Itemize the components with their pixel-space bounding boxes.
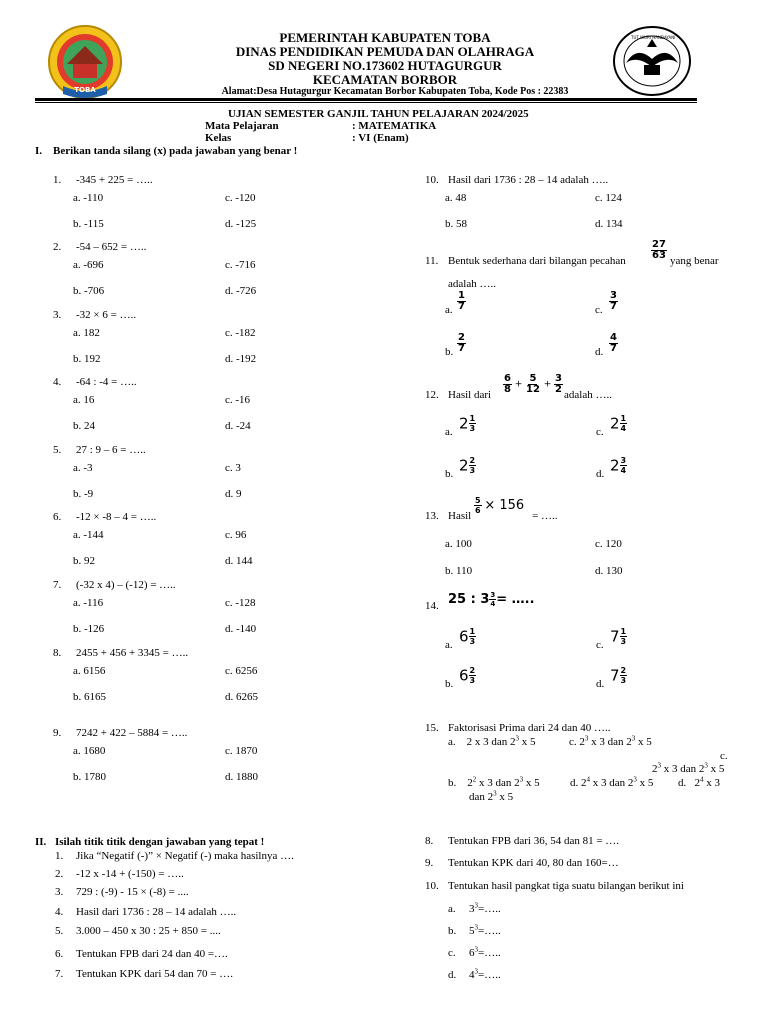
q8-text: 2455 + 456 + 3345 = …..	[76, 647, 189, 659]
q11-option-c-frac	[609, 291, 618, 312]
s2-q5-text: 3.000 – 450 x 30 : 25 + 850 = ....	[76, 925, 221, 937]
logo-toba-text: TOBA	[74, 86, 96, 94]
s2-q6-number: 6.	[55, 948, 64, 960]
q15-b-mid: x 3 dan 2	[479, 777, 520, 789]
q15-tail-exp: 3	[493, 789, 497, 798]
section1-title: Berikan tanda silang (x) pada jawaban yang benar !	[53, 145, 298, 157]
q15-d2-text: 2	[694, 777, 700, 789]
q14-frac-den: 4	[490, 600, 496, 608]
q1-option-b[interactable]: b. -115	[73, 218, 104, 230]
s2-q7-text: Tentukan KPK dari 54 dan 70 = ….	[76, 968, 233, 980]
class-label: Kelas	[205, 132, 232, 144]
s2-q10-sub-3-base: 4	[469, 969, 475, 981]
s2-q6-text: Tentukan FPB dari 24 dan 40 =….	[76, 948, 228, 960]
q14-number: 14.	[425, 600, 439, 612]
q9-number: 9.	[53, 727, 62, 739]
q15-c-text: c. 2	[569, 736, 585, 748]
q15-b-text: 2	[467, 777, 473, 789]
q13-option-c[interactable]: c. 120	[595, 538, 622, 550]
q4-option-c[interactable]: c. -16	[225, 394, 251, 406]
q14-option-d-value	[610, 666, 627, 685]
q15-a-exp: 3	[515, 734, 520, 743]
q12-b-frac	[469, 456, 477, 475]
s2-q10-sub-1-exp: 3	[474, 923, 478, 932]
q15-c2-exp2: 3	[704, 761, 708, 770]
exam-title: UJIAN SEMESTER GANJIL TAHUN PELAJARAN 2024/2025	[228, 108, 529, 120]
q4-number: 4.	[53, 376, 62, 388]
q10-number: 10.	[425, 174, 439, 186]
q12-number: 12.	[425, 389, 439, 401]
q13-option-b[interactable]: b. 110	[445, 565, 473, 577]
q12-expression	[503, 374, 563, 395]
s2-q10-sub-1-label: b.	[448, 925, 457, 937]
s2-q5-number: 5.	[55, 925, 64, 937]
header-rule-thin	[35, 102, 697, 103]
q11-fraction	[651, 240, 667, 261]
q15-a-label: a.	[448, 736, 456, 748]
q14-d-whole: 7	[610, 666, 620, 685]
q14-a-den: 3	[469, 637, 476, 646]
q14-c-frac	[620, 627, 628, 646]
q7-option-d[interactable]: d. -140	[225, 623, 257, 635]
q14-a-num: 1	[469, 627, 476, 636]
q15-option-d-dup	[678, 777, 720, 789]
q14-a-whole: 6	[459, 627, 469, 646]
q13-expression	[474, 496, 524, 515]
s2-q10-sub-2-exp: 3	[474, 945, 478, 954]
q14-d-den: 3	[620, 676, 627, 685]
q12-d-frac	[620, 456, 628, 475]
q12-a-den: 3	[469, 424, 476, 433]
q1-number: 1.	[53, 174, 62, 186]
section2-title: Isilah titik titik dengan jawaban yang tepat !	[55, 836, 265, 848]
s2-q8-number: 8.	[425, 835, 434, 847]
q15-d-text: d. 2	[570, 777, 587, 789]
q14-c-whole: 7	[610, 627, 620, 646]
q5-option-c[interactable]: c. 3	[225, 462, 241, 474]
s2-q3-number: 3.	[55, 886, 64, 898]
logo-tut-wuri-text: TUT WURI HANDAYANI	[631, 35, 676, 40]
q15-option-c[interactable]	[569, 736, 652, 748]
s2-q10-sub-3-label: d.	[448, 969, 457, 981]
s2-q3-text: 729 : (-9) - 15 × (-8) = ....	[76, 886, 189, 898]
q13-text: Hasil	[448, 510, 472, 522]
q15-number: 15.	[425, 722, 439, 734]
q12-text: Hasil dari	[448, 389, 492, 401]
header-line4: KECAMATAN BORBOR	[312, 72, 458, 87]
q12-option-b-value	[459, 456, 476, 475]
s2-q2-text: -12 x -14 + (-150) = …..	[76, 868, 184, 880]
s2-q10-sub-0-exp: 3	[474, 901, 478, 910]
q12-option-c[interactable]: c.	[596, 426, 604, 438]
header-line2: DINAS PENDIDIKAN PEMUDA DAN OLAHRAGA	[235, 44, 535, 59]
q15-b-exp2: 3	[519, 775, 524, 784]
q10-option-c[interactable]: c. 124	[595, 192, 622, 204]
q15-option-c-dup-label: c.	[720, 750, 728, 762]
header-line1: PEMERINTAH KABUPATEN TOBA	[279, 30, 491, 45]
s2-q10-number: 10.	[425, 880, 439, 892]
q12-f3-num: 3	[554, 373, 562, 384]
q11-d-den: 7	[610, 343, 617, 354]
q4-option-d[interactable]: d. -24	[225, 420, 251, 432]
q14-b-frac	[469, 666, 477, 685]
q1-text: -345 + 225 = …..	[76, 174, 153, 186]
q14-b-den: 3	[469, 676, 476, 685]
q4-option-b[interactable]: b. 24	[73, 420, 95, 432]
q14-b-num: 2	[469, 666, 476, 675]
q12-a-whole: 2	[459, 414, 469, 433]
q15-c-mid: x 3 dan 2	[591, 736, 632, 748]
q11-c-den: 7	[610, 301, 617, 312]
q14-option-d[interactable]: d.	[596, 678, 605, 690]
q6-number: 6.	[53, 511, 62, 523]
q1-option-c[interactable]: c. -120	[225, 192, 256, 204]
q3-option-d[interactable]: d. -192	[225, 353, 257, 365]
q15-tail-text: dan 2	[469, 791, 494, 803]
s2-q10-sub-0-label: a.	[448, 903, 456, 915]
q14-expr-end: = …..	[496, 592, 535, 607]
header-address: Alamat:Desa Hutagurgur Kecamatan Borbor Kabupaten Toba, Kode Pos : 22383	[221, 86, 569, 97]
q15-d2-label: d.	[678, 777, 687, 789]
q13-option-d[interactable]: d. 130	[595, 565, 623, 577]
s2-q7-number: 7.	[55, 968, 64, 980]
q10-option-a[interactable]: a. 48	[445, 192, 467, 204]
q12-b-den: 3	[469, 466, 476, 475]
q1-option-d[interactable]: d. -125	[225, 218, 257, 230]
q8-option-c[interactable]: c. 6256	[225, 665, 258, 677]
q9-option-a[interactable]: a. 1680	[73, 745, 106, 757]
q7-number: 7.	[53, 579, 62, 591]
q11-text: Bentuk sederhana dari bilangan pecahan	[448, 255, 626, 267]
s2-q10-sub-1-base: 5	[469, 925, 475, 937]
q13-text-end: = …..	[532, 510, 558, 522]
s2-q10-sub-2-expr	[469, 947, 501, 959]
q7-text: (-32 x 4) – (-12) = …..	[76, 579, 176, 591]
q15-c2-exp1: 3	[657, 761, 661, 770]
q12-option-d[interactable]: d.	[596, 468, 605, 480]
q15-c-end: x 5	[638, 736, 652, 748]
q15-d-exp2: 3	[633, 775, 637, 784]
q12-b-num: 2	[469, 456, 476, 465]
s2-q2-number: 2.	[55, 868, 64, 880]
q14-d-frac	[620, 666, 628, 685]
q10-text: Hasil dari 1736 : 28 – 14 adalah …..	[448, 174, 609, 186]
q12-option-c-value	[610, 414, 627, 433]
q12-b-whole: 2	[459, 456, 469, 475]
q6-option-b[interactable]: b. 92	[73, 555, 95, 567]
q15-d2-end: x 3	[706, 777, 720, 789]
q5-option-b[interactable]: b. -9	[73, 488, 94, 500]
q12-option-b[interactable]: b.	[445, 468, 454, 480]
q11-a-num: 1	[458, 290, 465, 301]
q12-c-whole: 2	[610, 414, 620, 433]
s2-q10-sub-3-exp: 3	[474, 967, 478, 976]
q12-f1-den: 8	[504, 384, 511, 395]
q12-option-d-value	[610, 456, 627, 475]
s2-q10-sub-3-expr	[469, 969, 501, 981]
section2-number: II.	[35, 836, 47, 848]
q12-f1-num: 6	[504, 373, 511, 384]
s2-q9-text: Tentukan KPK dari 40, 80 dan 160=…	[448, 857, 619, 869]
q12-option-a[interactable]: a.	[445, 426, 453, 438]
q15-d2-exp: 4	[700, 775, 704, 784]
q13-number: 13.	[425, 510, 439, 522]
q15-d-exp1: 4	[586, 775, 590, 784]
q9-text: 7242 + 422 – 5884 = …..	[76, 727, 188, 739]
q14-option-a-value	[459, 627, 476, 646]
s2-q10-sub-0-base: 3	[469, 903, 475, 915]
q1-option-a[interactable]: a. -110	[73, 192, 104, 204]
q15-c2-mid: x 3 dan 2	[663, 763, 705, 775]
q6-option-a[interactable]: a. -144	[73, 529, 104, 541]
q11-option-a-frac	[457, 291, 466, 312]
q12-plus-2: +	[543, 379, 552, 390]
q8-number: 8.	[53, 647, 62, 659]
q15-option-a[interactable]	[448, 736, 536, 748]
header-rule-thick	[35, 98, 697, 101]
q15-option-b[interactable]	[448, 777, 540, 789]
q15-text: Faktorisasi Prima dari 24 dan 40 …..	[448, 722, 611, 734]
q13-option-a[interactable]: a. 100	[445, 538, 472, 550]
q6-text: -12 × -8 – 4 = …..	[76, 511, 157, 523]
q15-option-c-dup	[652, 763, 724, 775]
q11-option-d[interactable]: d.	[595, 346, 604, 358]
s2-q1-number: 1.	[55, 850, 64, 862]
q13-frac-num: 5	[475, 496, 481, 505]
q11-number: 11.	[425, 255, 439, 267]
q11-option-a[interactable]: a.	[445, 304, 453, 316]
q6-option-d[interactable]: d. 144	[225, 555, 253, 567]
q12-plus-1: +	[514, 379, 523, 390]
q15-c-exp2: 3	[631, 734, 636, 743]
q3-number: 3.	[53, 309, 62, 321]
q9-option-d[interactable]: d. 1880	[225, 771, 258, 783]
q12-c-num: 1	[620, 414, 627, 423]
q12-d-whole: 2	[610, 456, 620, 475]
s2-q10-text: Tentukan hasil pangkat tiga suatu bilangan berikut ini	[448, 880, 684, 892]
q15-c2-text: 2	[652, 763, 658, 775]
q5-option-d[interactable]: d. 9	[225, 488, 242, 500]
q11-option-d-frac	[609, 333, 618, 354]
q11-a-den: 7	[458, 301, 465, 312]
q9-option-c[interactable]: c. 1870	[225, 745, 258, 757]
q8-option-b[interactable]: b. 6165	[73, 691, 106, 703]
s2-q10-sub-1-end: =…..	[478, 925, 501, 937]
q2-number: 2.	[53, 241, 62, 253]
s2-q9-number: 9.	[425, 857, 434, 869]
q12-text-end: adalah …..	[564, 389, 612, 401]
q14-option-a[interactable]: a.	[445, 639, 453, 651]
q14-b-whole: 6	[459, 666, 469, 685]
q11-option-c[interactable]: c.	[595, 304, 603, 316]
logo-toba	[45, 24, 129, 100]
s2-q8-text: Tentukan FPB dari 36, 54 dan 81 = ….	[448, 835, 620, 847]
q14-option-b-value	[459, 666, 476, 685]
q14-option-b[interactable]: b.	[445, 678, 454, 690]
q12-f2-num: 5	[529, 373, 537, 384]
q2-text: -54 – 652 = …..	[76, 241, 147, 253]
s2-q4-number: 4.	[55, 906, 64, 918]
q15-b-exp1: 2	[472, 775, 477, 784]
q14-expr: 25 : 3	[448, 592, 490, 607]
q14-c-den: 3	[620, 637, 627, 646]
q12-f2-den: 12	[526, 384, 540, 395]
q12-a-num: 1	[469, 414, 476, 423]
q11-c-num: 3	[610, 290, 617, 301]
header-line3: SD NEGERI NO.173602 HUTAGURGUR	[268, 58, 502, 73]
q11-b-num: 2	[458, 332, 465, 343]
q15-c-exp1: 3	[584, 734, 589, 743]
q15-option-d[interactable]	[570, 777, 653, 789]
q12-d-num: 3	[620, 456, 627, 465]
s2-q10-sub-2-end: =…..	[478, 947, 501, 959]
q14-expression	[448, 591, 535, 608]
q15-d-end: x 5	[639, 777, 654, 789]
q9-option-b[interactable]: b. 1780	[73, 771, 106, 783]
q5-option-a[interactable]: a. -3	[73, 462, 93, 474]
q14-option-c-value	[610, 627, 627, 646]
q6-option-c[interactable]: c. 96	[225, 529, 247, 541]
subject-label: Mata Pelajaran	[205, 120, 279, 132]
q12-a-frac	[469, 414, 477, 433]
q11-text-end: yang benar	[670, 255, 719, 267]
q3-option-c[interactable]: c. -182	[225, 327, 256, 339]
q14-frac-num: 3	[490, 591, 496, 599]
q12-f3-den: 2	[554, 384, 562, 395]
s2-q10-sub-3-end: =…..	[478, 969, 501, 981]
q5-number: 5.	[53, 444, 62, 456]
s2-q1-text: Jika “Negatif (-)” × Negatif (-) maka hasilnya ….	[76, 850, 294, 862]
section1-number: I.	[35, 145, 43, 157]
s2-q10-sub-0-end: =…..	[478, 903, 501, 915]
q2-option-b[interactable]: b. -706	[73, 285, 105, 297]
q11-b-den: 7	[458, 343, 465, 354]
q14-option-c[interactable]: c.	[596, 639, 604, 651]
q13-times: × 156	[484, 498, 525, 513]
q15-d-mid: x 3 dan 2	[592, 777, 634, 789]
q11-frac-num: 27	[652, 239, 666, 250]
q15-a-text: 2 x 3 dan 2	[466, 736, 516, 748]
q7-option-b[interactable]: b. -126	[73, 623, 105, 635]
q2-option-a[interactable]: a. -696	[73, 259, 104, 271]
q11-d-num: 4	[610, 332, 617, 343]
q15-c2-end: x 5	[710, 763, 725, 775]
q15-b-label: b.	[448, 777, 457, 789]
q8-option-a[interactable]: a. 6156	[73, 665, 106, 677]
q12-option-a-value	[459, 414, 476, 433]
q15-tail-end: x 5	[499, 791, 514, 803]
q10-option-b[interactable]: b. 58	[445, 218, 467, 230]
q10-option-d[interactable]: d. 134	[595, 218, 623, 230]
q12-d-den: 4	[620, 466, 627, 475]
q11-option-b-frac	[457, 333, 466, 354]
q3-text: -32 × 6 = …..	[76, 309, 137, 321]
s2-q4-text: Hasil dari 1736 : 28 – 14 adalah …..	[76, 906, 237, 918]
q3-option-a[interactable]: a. 182	[73, 327, 100, 339]
q15-a-end: x 5	[521, 736, 536, 748]
s2-q10-sub-2-base: 6	[469, 947, 475, 959]
s2-q10-sub-1-expr	[469, 925, 501, 937]
q11-option-b[interactable]: b.	[445, 346, 454, 358]
q15-b-end: x 5	[525, 777, 540, 789]
q14-c-num: 1	[620, 627, 627, 636]
s2-q10-sub-0-expr	[469, 903, 501, 915]
q12-c-frac	[620, 414, 628, 433]
q4-option-a[interactable]: a. 16	[73, 394, 95, 406]
q15-tail	[469, 791, 513, 803]
class-value: : VI (Enam)	[352, 132, 409, 144]
q11-frac-den: 63	[652, 250, 666, 261]
q14-a-frac	[469, 627, 477, 646]
q5-text: 27 : 9 – 6 = …..	[76, 444, 146, 456]
q11-text-2: adalah …..	[448, 278, 496, 290]
s2-q10-sub-2-label: c.	[448, 947, 456, 959]
q3-option-b[interactable]: b. 192	[73, 353, 101, 365]
q13-frac-den: 6	[475, 506, 481, 515]
subject-value: : MATEMATIKA	[352, 120, 437, 132]
q2-option-c[interactable]: c. -716	[225, 259, 256, 271]
q8-option-d[interactable]: d. 6265	[225, 691, 258, 703]
q7-option-c[interactable]: c. -128	[225, 597, 256, 609]
q14-d-num: 2	[620, 666, 627, 675]
q4-text: -64 : -4 = …..	[76, 376, 137, 388]
q7-option-a[interactable]: a. -116	[73, 597, 104, 609]
q2-option-d[interactable]: d. -726	[225, 285, 257, 297]
q12-c-den: 4	[620, 424, 627, 433]
